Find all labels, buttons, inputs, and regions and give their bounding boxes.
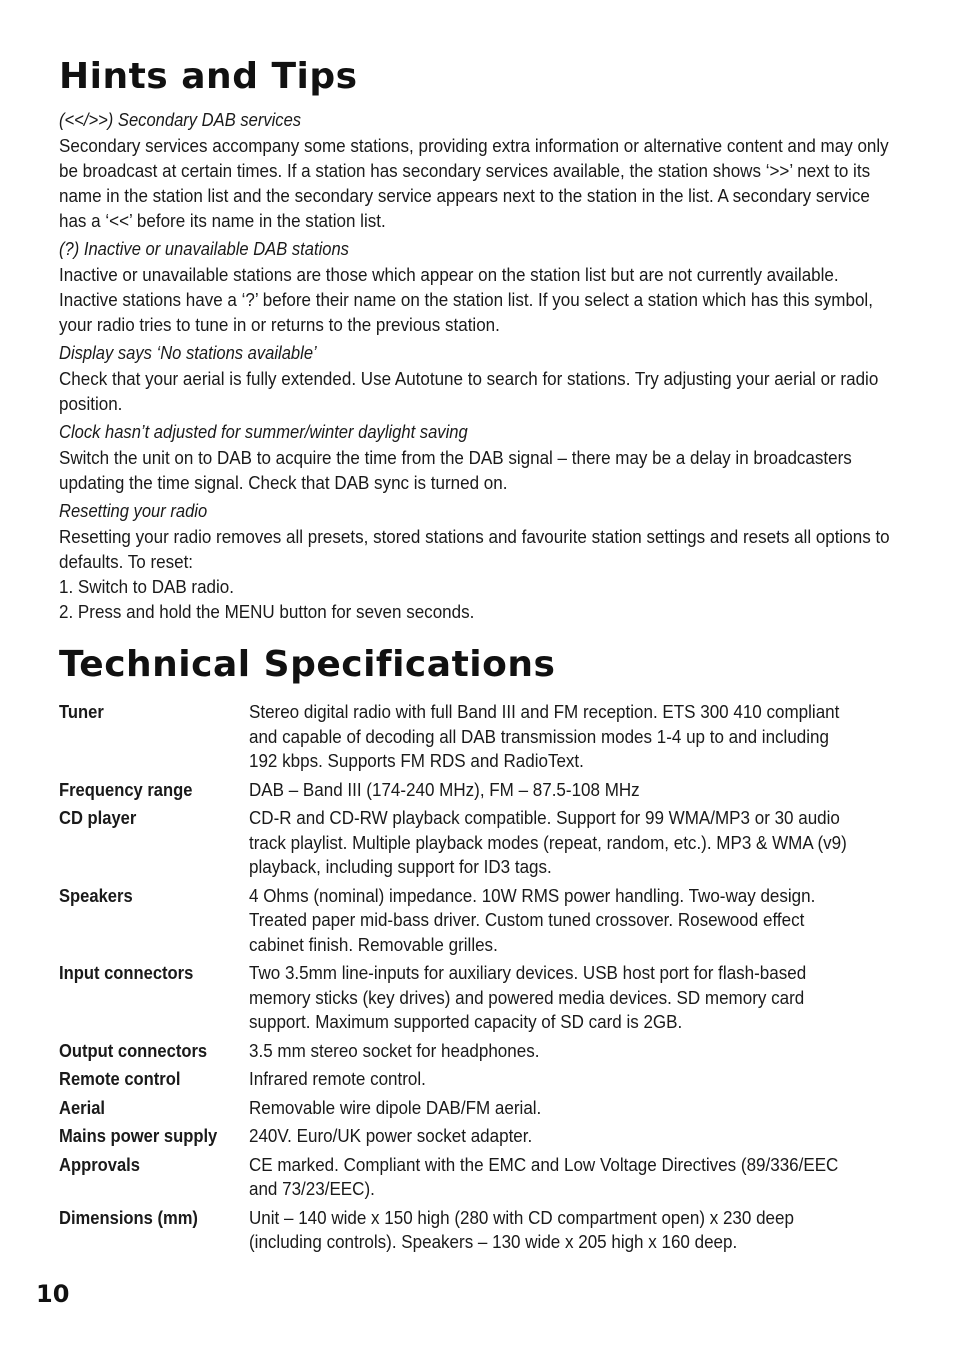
tip-body: Inactive or unavailable stations are those which appear on the station list but are not currently available. Inactive stations have a ‘?’ before their name on the station list. If you select a station which has this symbol, your radio tries to tune in or returns to the previous station.	[59, 264, 873, 335]
spec-value: Infrared remote control.	[249, 1068, 426, 1089]
specs-table	[59, 700, 899, 1259]
spec-label: Output connectors	[59, 1040, 208, 1061]
spec-row	[59, 1206, 899, 1259]
spec-row	[59, 1124, 899, 1153]
spec-row	[59, 700, 899, 778]
spec-label: Tuner	[59, 702, 104, 722]
tip-reset	[59, 499, 899, 624]
tip-inactive-stations	[59, 237, 899, 337]
spec-value: 4 Ohms (nominal) impedance. 10W RMS power handling. Two-way design. Treated paper mid-bass driver. Custom tuned crossover. Rosewood effect cabinet finish. Removable grilles.	[249, 884, 816, 955]
spec-label: Mains power supply	[59, 1126, 218, 1146]
spec-value: CE marked. Compliant with the EMC and Low Voltage Directives (89/336/EEC and 73/23/EEC).	[249, 1153, 839, 1199]
reset-step: 1. Switch to DAB radio.	[59, 576, 235, 597]
tip-body: Resetting your radio removes all presets, stored stations and favourite station settings and resets all options to defaults. To reset:	[59, 526, 890, 572]
tip-no-stations	[59, 341, 899, 416]
spec-value: Two 3.5mm line-inputs for auxiliary devices. USB host port for flash-based memory sticks (key drives) and powered media devices. SD memory card support. Maximum supported capacity of SD card is 2GB.	[249, 962, 807, 1032]
spec-value: Unit – 140 wide x 150 high (280 with CD compartment open) x 230 deep (including controls). Speakers – 130 wide x 205 high x 160 deep.	[249, 1206, 794, 1252]
tip-title: Display says ‘No stations available’	[59, 343, 317, 363]
tip-title: (<</>>) Secondary DAB services	[59, 110, 302, 130]
spec-row	[59, 778, 899, 807]
spec-row	[59, 1153, 899, 1206]
document-page	[59, 50, 899, 1259]
spec-label: CD player	[59, 808, 137, 828]
spec-value: CD-R and CD-RW playback compatible. Support for 99 WMA/MP3 or 30 audio track playlist. Multiple playback modes (repeat, random, etc.). MP3 & WMA (v9) playback, including support for ID3 tags.	[249, 807, 847, 877]
tip-body: Check that your aerial is fully extended. Use Autotune to search for stations. Try adjusting your aerial or radio position.	[59, 368, 879, 414]
spec-row	[59, 1039, 899, 1068]
spec-row	[59, 1067, 899, 1096]
reset-steps	[59, 574, 899, 624]
spec-row	[59, 1096, 899, 1125]
spec-row	[59, 806, 899, 884]
spec-value: DAB – Band III (174-240 MHz), FM – 87.5-108 MHz	[249, 778, 640, 800]
specs-heading: Technical Specifications	[59, 644, 556, 685]
tip-title: (?) Inactive or unavailable DAB stations	[59, 239, 349, 259]
spec-label: Speakers	[59, 885, 133, 906]
spec-label: Dimensions (mm)	[59, 1207, 198, 1228]
spec-label: Remote control	[59, 1069, 181, 1089]
spec-label: Aerial	[59, 1097, 106, 1118]
tip-title: Resetting your radio	[59, 501, 208, 521]
tip-secondary-services	[59, 108, 899, 233]
spec-label: Frequency range	[59, 779, 193, 800]
spec-value: Removable wire dipole DAB/FM aerial.	[249, 1096, 542, 1118]
spec-value: Stereo digital radio with full Band III and FM reception. ETS 300 410 compliant and capable of decoding all DAB transmission modes 1-4 up to and including 192 kbps. Supports FM RDS and RadioText.	[249, 701, 840, 771]
hints-heading: Hints and Tips	[59, 56, 358, 97]
tip-title: Clock hasn’t adjusted for summer/winter daylight saving	[59, 422, 468, 442]
spec-label: Input connectors	[59, 963, 194, 983]
spec-value: 240V. Euro/UK power socket adapter.	[249, 1125, 533, 1146]
tip-clock	[59, 420, 899, 495]
spec-row	[59, 961, 899, 1039]
spec-row	[59, 884, 899, 962]
spec-value: 3.5 mm stereo socket for headphones.	[249, 1039, 540, 1061]
tip-body: Switch the unit on to DAB to acquire the time from the DAB signal – there may be a delay in broadcasters updating the time signal. Check that DAB sync is turned on.	[59, 447, 852, 493]
tip-body: Secondary services accompany some stations, providing extra information or alternative content and may only be broadcast at certain times. If a station has secondary services available, the station shows ‘>>’ next to its name in the station list and the secondary service appears next to the station in the list. A secondary service has a ‘<<’ before its name in the station list.	[59, 135, 889, 231]
reset-step: 2. Press and hold the MENU button for seven seconds.	[59, 601, 475, 622]
page-number: 10	[36, 1280, 70, 1308]
spec-label: Approvals	[59, 1154, 140, 1175]
